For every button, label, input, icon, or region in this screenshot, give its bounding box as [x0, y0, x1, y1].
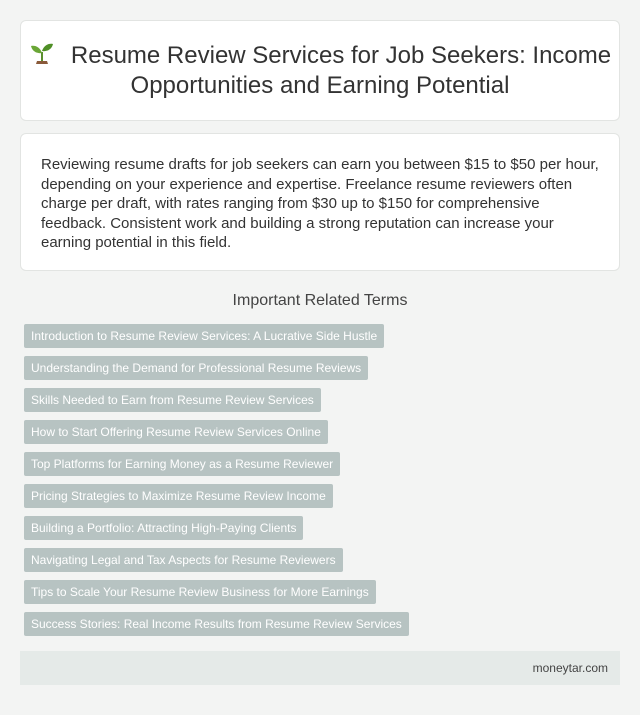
page-title-text: Resume Review Services for Job Seekers: Income Opportunities and Earning Potential	[70, 42, 612, 99]
term-chip[interactable]: Understanding the Demand for Professional Resume Reviews	[24, 356, 368, 380]
term-chip[interactable]: Building a Portfolio: Attracting High-Paying Clients	[24, 516, 303, 540]
term-chip[interactable]: Introduction to Resume Review Services: A Lucrative Side Hustle	[24, 324, 384, 348]
term-chip[interactable]: How to Start Offering Resume Review Services Online	[24, 420, 328, 444]
term-chip[interactable]: Navigating Legal and Tax Aspects for Resume Reviewers	[24, 548, 343, 572]
term-chip[interactable]: Skills Needed to Earn from Resume Review Services	[24, 388, 321, 412]
summary-card	[20, 133, 620, 271]
footer	[20, 651, 620, 685]
site-link[interactable]: moneytar.com	[532, 661, 608, 675]
related-terms-list	[24, 324, 620, 644]
title-card	[20, 20, 620, 121]
term-chip[interactable]: Success Stories: Real Income Results from Resume Review Services	[24, 612, 409, 636]
sprout-icon	[29, 40, 55, 66]
summary-text: Reviewing resume drafts for job seekers can earn you between $15 to $50 per hour, depending on your experience and expertise. Freelance resume reviewers often charge per draft, with rates ranging from $30 up to $150 for comprehensive feedback. Consistent work and building a strong reputation can increase your earning potential in this field.	[41, 156, 599, 251]
related-terms-heading: Important Related Terms	[232, 292, 408, 309]
term-chip[interactable]: Pricing Strategies to Maximize Resume Review Income	[24, 484, 333, 508]
term-chip[interactable]: Top Platforms for Earning Money as a Resume Reviewer	[24, 452, 340, 476]
page-title	[21, 40, 619, 101]
term-chip[interactable]: Tips to Scale Your Resume Review Business for More Earnings	[24, 580, 376, 604]
